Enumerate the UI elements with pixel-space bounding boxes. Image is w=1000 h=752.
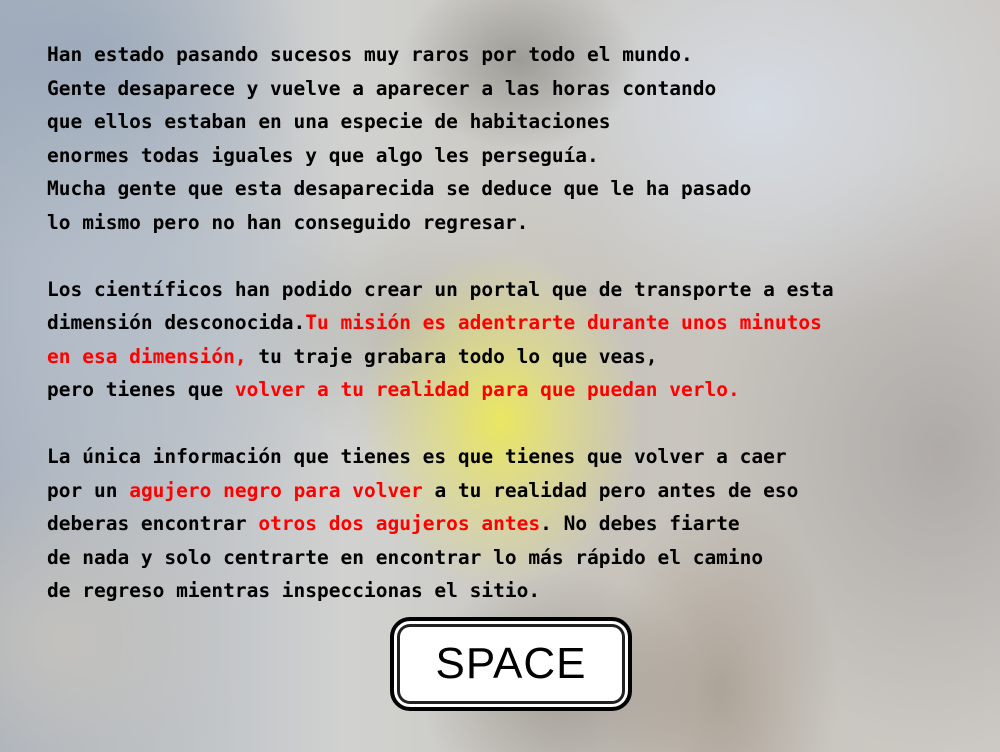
intro-text	[47, 38, 987, 608]
intro-text-normal: por un	[47, 478, 118, 502]
intro-line: Gente desaparece y vuelve a aparecer a las horas contando	[47, 76, 717, 100]
other-holes-highlight: otros dos agujeros antes	[258, 512, 541, 535]
intro-line	[47, 340, 987, 374]
intro-text-normal: a tu realidad pero antes de eso	[422, 478, 799, 502]
intro-text-normal: tu traje grabara todo lo que veas,	[246, 344, 658, 368]
paragraph-gap	[47, 407, 987, 441]
intro-line	[47, 373, 987, 407]
intro-text-normal: dimensión desconocida.	[47, 311, 306, 334]
intro-line: La única información que tienes es que tienes que volver a caer	[47, 445, 787, 468]
intro-line: enormes todas iguales y que algo les perseguía.	[47, 143, 599, 167]
intro-line: de nada y solo centrarte en encontrar lo más rápido el camino	[47, 545, 764, 569]
intro-text-normal: . No debes fiarte	[540, 512, 740, 535]
intro-text-normal: deberas encontrar	[47, 512, 259, 535]
intro-text-normal: pero tienes que	[47, 378, 224, 401]
intro-line	[47, 306, 987, 340]
intro-line: lo mismo pero no han conseguido regresar.	[47, 210, 529, 234]
black-hole-highlight: agujero negro para volver	[129, 478, 423, 502]
space-continue-button[interactable]	[390, 617, 632, 711]
return-highlight: volver a tu realidad para que puedan verlo.	[234, 378, 740, 401]
intro-line: Los científicos han podido crear un portal que de transporte a esta	[47, 277, 834, 301]
intro-line: que ellos estaban en una especie de habitaciones	[47, 110, 611, 133]
paragraph-gap	[47, 239, 987, 273]
intro-line: de regreso mientras inspeccionas el sitio.	[47, 579, 541, 602]
intro-line	[47, 507, 987, 541]
space-button-label: SPACE	[435, 639, 587, 688]
intro-line: Han estado pasando sucesos muy raros por todo el mundo.	[47, 43, 693, 66]
mission-highlight: en esa dimensión,	[47, 344, 247, 368]
intro-line	[47, 474, 987, 508]
intro-line: Mucha gente que esta desaparecida se deduce que le ha pasado	[47, 177, 752, 200]
mission-highlight: Tu misión es adentrarte durante unos minutos	[305, 311, 822, 334]
